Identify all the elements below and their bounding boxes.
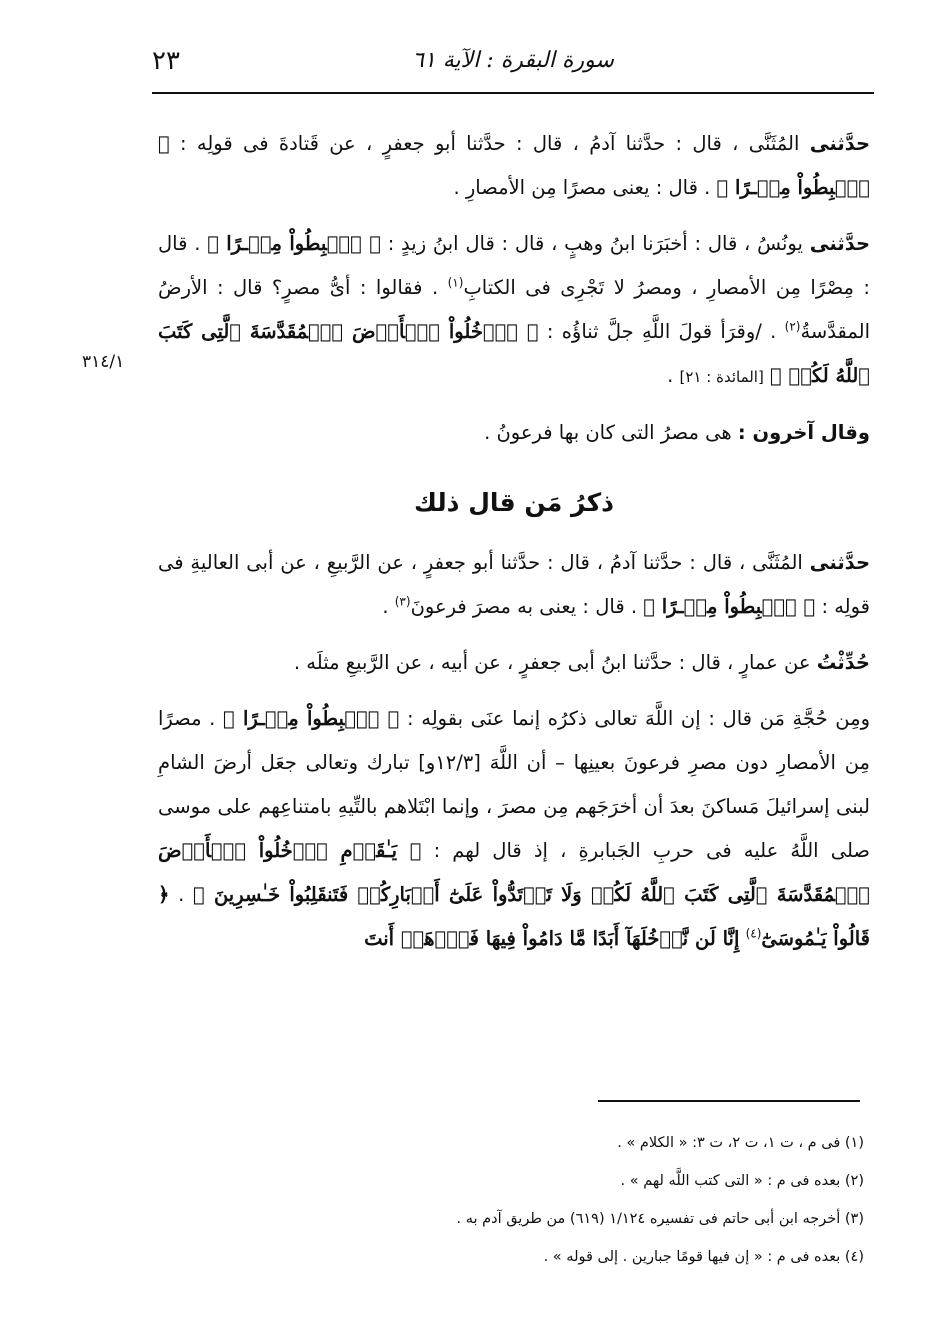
footnote-marker[interactable]: (٢) (784, 319, 801, 334)
paragraph-text: يونُسُ ، قال : أخبَرَنا ابنُ وهبٍ ، قال : قال ابنُ زيدٍ : (387, 232, 803, 255)
footnote-marker[interactable]: (٤) (745, 926, 762, 941)
page-header (152, 40, 874, 94)
quran-quote: ﴿ ٱهۡبِطُواْ مِصۡـرًا ﴾ (158, 132, 870, 199)
paragraph-text: . مصرًا مِن الأمصارِ دون مصرِ فرعونَ بعينِها – أن اللَّهَ [١٢/٣و] تبارك وتعالى جعَل أرضَ الشامِ لبنى إسرائيلَ مَساكنَ بعدَ أن أخرَجَهم مِن مصرَ ، وإنما ابْتَلاهم بالتِّيهِ بامتناعِهم على موسى صلى اللَّهُ عليه فى حربِ الجَبابرةِ ، إذ قال لهم : (158, 707, 870, 862)
quran-quote: ﴿ يَـٰقَوۡمِ ٱدۡخُلُواْ ٱلۡأَرۡضَ ٱلۡمُقَدَّسَةَ ٱلَّتِى كَتَبَ ٱللَّهُ لَكُمۡ وَلَا تَرۡتَدُّواْ عَلَىٰٓ أَدۡبَارِكُمۡ فَتَنقَلِبُواْ خَـٰسِرِينَ ﴾ (158, 839, 870, 906)
running-title: سورة البقرة : الآية ٦١ (412, 48, 614, 73)
paragraph-4 (158, 541, 870, 629)
footnotes (158, 1128, 864, 1280)
page-number: ٢٣ (152, 46, 180, 76)
paragraph-text: . (667, 364, 674, 387)
paragraph-5 (158, 641, 870, 685)
paragraph-text: المُثَنَّى ، قال : حدَّثنا آدمُ ، قال : حدَّثنا أبو جعفرٍ ، عن الرَّبيعِ ، عن أبى العاليةِ فى قولِه : (158, 551, 870, 618)
paragraph-lead: حدَّثنى (809, 232, 871, 255)
quran-quote: ﴿ قَالُواْ يَـٰمُوسَىٰٓ (158, 883, 870, 950)
paragraph-text: . /وقرَأ قولَ اللَّهِ جلَّ ثناؤُه : (546, 320, 777, 343)
paragraph-text: . (178, 883, 185, 906)
paragraph-text: . قال : يعنى به مصرَ فرعونَ (410, 595, 638, 618)
quran-quote: إِنَّا لَن نَّدۡخُلَهَآ أَبَدًا مَّا دَامُواْ فِيهَا فَٱذۡهَبۡ أَنتَ (364, 927, 740, 950)
paragraph-text: . قال : يعنى مصرًا مِن الأمصارِ . (453, 176, 711, 199)
footnote-marker[interactable]: (١) (447, 275, 464, 290)
paragraph-text: المُثَنَّى ، قال : حدَّثنا آدمُ ، قال : حدَّثنا أبو جعفرٍ ، عن قَتادةَ فى قولِه : (180, 132, 800, 155)
footnote: (٣) أخرجه ابن أبى حاتم فى تفسيره ١/١٢٤ (٦١٩) من طريق آدم به . (456, 1211, 864, 1227)
quran-quote: ﴿ ٱهۡبِطُواْ مِصۡـرًا ﴾ (643, 595, 816, 618)
quran-quote: ﴿ ٱدۡخُلُواْ ٱلۡأَرۡضَ ٱلۡمُقَدَّسَةَ ٱلَّتِى كَتَبَ ٱللَّهُ لَكُمۡ ﴾ (158, 320, 870, 387)
paragraph-lead: حُدِّثْتُ (816, 651, 870, 674)
margin-page-reference: ٣١٤/١ (82, 352, 125, 372)
paragraph-1 (158, 122, 870, 210)
paragraph-text: . قال : مِصْرًا مِن الأمصارِ ، ومصرُ لا تَجْرِى فى الكتابِ (158, 232, 870, 299)
paragraph-text: . (382, 595, 389, 618)
paragraph-lead: حدَّثنى (809, 132, 871, 155)
paragraph-lead: حدَّثنى (809, 551, 870, 574)
main-text (158, 122, 870, 973)
paragraph-text: عن عمارٍ ، قال : حدَّثنا ابنُ أبى جعفرٍ ، عن أبيه ، عن الرَّبيعِ مثلَه . (293, 651, 811, 674)
verse-reference: [المائدة : ٢١] (679, 368, 764, 386)
paragraph-6 (158, 697, 870, 961)
footnote: (٤) بعده فى م : « إن فيها قومًا جبارين . إلى قوله » . (543, 1249, 864, 1265)
paragraph-2 (158, 222, 870, 399)
footnote: (٢) بعده فى م : « التى كتب اللَّه لهم » . (620, 1173, 864, 1189)
footnote: (١) فى م ، ت ١، ت ٢، ت ٣: « الكلام » . (617, 1135, 864, 1151)
paragraph-text: . فقالوا : أىُّ مصرٍ؟ قال : الأرضُ المقدَّسةُ (158, 276, 870, 343)
paragraph-text: هى مصرُ التى كان بها فرعونُ . (484, 421, 732, 444)
quran-quote: ﴿ ٱهۡبِطُواْ مِصۡـرًا ﴾ (207, 232, 381, 255)
footnote-divider (598, 1100, 860, 1102)
paragraph-3 (158, 411, 870, 455)
paragraph-lead: وقال آخرون : (737, 421, 870, 444)
section-heading: ذكرُ مَن قال ذلك (414, 488, 614, 517)
paragraph-text: ومِن حُجَّةِ مَن قال : إن اللَّهَ تعالى ذكرُه إنما عنَى بقولِه : (407, 707, 871, 730)
footnote-marker[interactable]: (٣) (394, 594, 411, 609)
quran-quote: ﴿ ٱهۡبِطُواْ مِصۡـرًا ﴾ (223, 707, 400, 730)
